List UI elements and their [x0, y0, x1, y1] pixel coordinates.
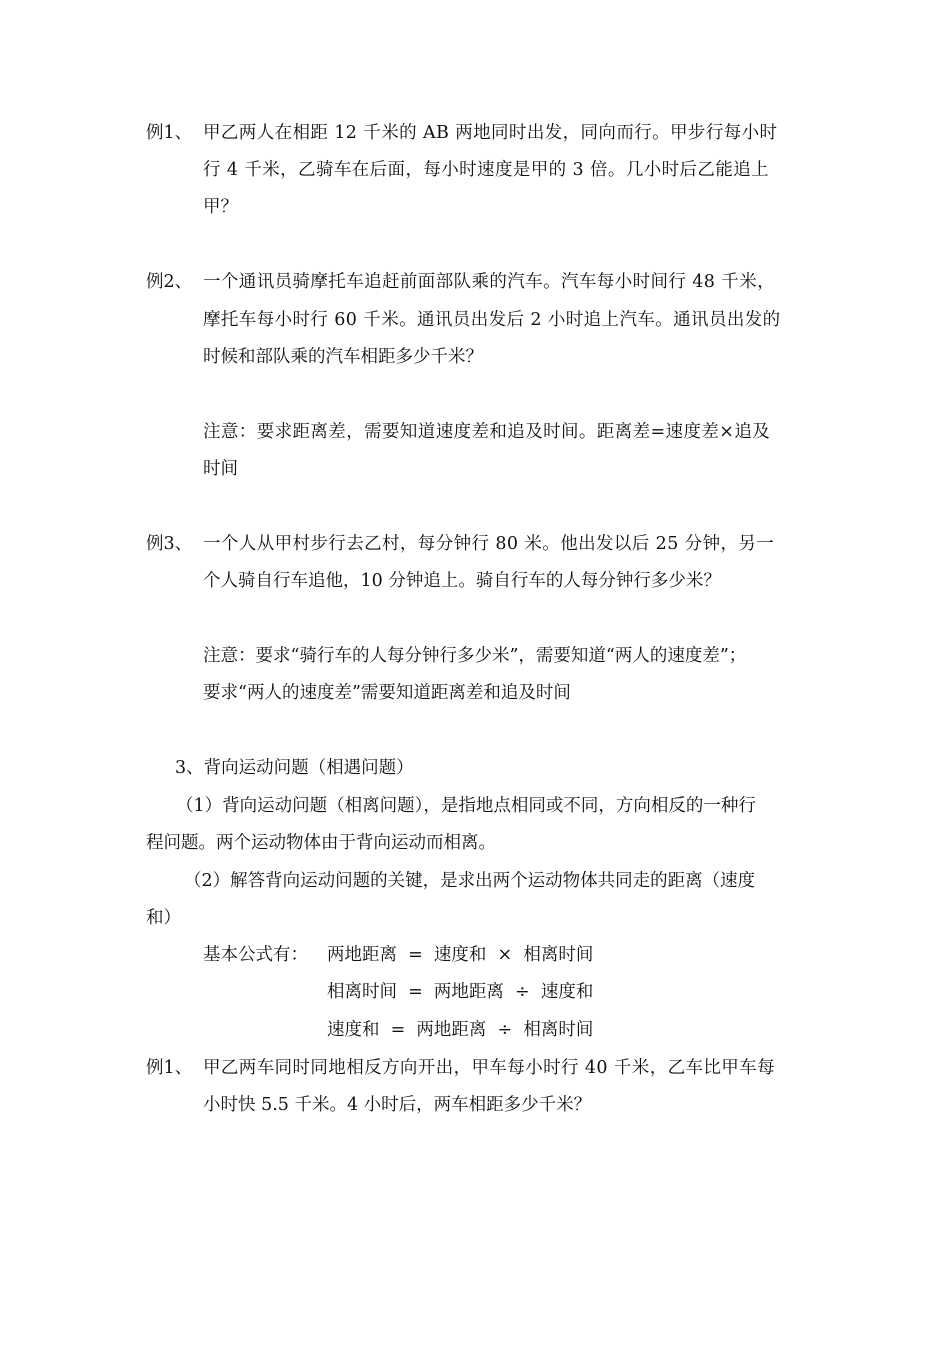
- example-2-note-line-1: 注意：要求距离差，需要知道速度差和追及时间。距离差=速度差×追及: [203, 422, 771, 442]
- example-3-note-line-1: 注意：要求“骑行车的人每分钟行多少米”，需要知道“两人的速度差”；: [203, 646, 747, 666]
- formula-2: 相离时间 = 两地距离 ÷ 速度和: [327, 982, 594, 1002]
- example-1-text-line-2: 行 4 千米，乙骑车在后面，每小时速度是甲的 3 倍。几小时后乙能追上: [203, 160, 770, 180]
- section-3-paragraph-2-line-2: 和）: [146, 908, 181, 928]
- example-2-note-line-2: 时间: [203, 459, 238, 479]
- example-3-text-line-1: 一个人从甲村步行去乙村，每分钟行 80 米。他出发以后 25 分钟，另一: [203, 534, 775, 554]
- formula-1: 两地距离 = 速度和 × 相离时间: [327, 945, 594, 965]
- example-4-text-line-1: 甲乙两车同时同地相反方向开出，甲车每小时行 40 千米，乙车比甲车每: [203, 1058, 775, 1078]
- example-4-label: 例1、: [146, 1058, 193, 1078]
- example-4-text-line-2: 小时快 5.5 千米。4 小时后，两车相距多少千米？: [203, 1095, 592, 1115]
- example-2-text-line-2: 摩托车每小时行 60 千米。通讯员出发后 2 小时追上汽车。通讯员出发的: [203, 310, 781, 330]
- example-1-label: 例1、: [146, 123, 193, 143]
- example-2-text-line-1: 一个通讯员骑摩托车追赶前面部队乘的汽车。汽车每小时间行 48 千米，: [203, 272, 775, 292]
- example-2-text-line-3: 时候和部队乘的汽车相距多少千米？: [203, 347, 483, 367]
- example-3-label: 例3、: [146, 534, 193, 554]
- section-3-heading: 3、背向运动问题（相遇问题）: [175, 758, 414, 778]
- section-3-paragraph-1-line-2: 程问题。两个运动物体由于背向运动而相离。: [146, 833, 496, 853]
- section-3-paragraph-1-line-1: （1）背向运动问题（相离问题），是指地点相同或不同，方向相反的一种行: [176, 796, 756, 816]
- formula-label: 基本公式有：: [203, 945, 308, 965]
- section-3-paragraph-2-line-1: （2）解答背向运动问题的关键，是求出两个运动物体共同走的距离（速度: [184, 871, 756, 891]
- example-1-text-line-1: 甲乙两人在相距 12 千米的 AB 两地同时出发，同向而行。甲步行每小时: [203, 123, 778, 143]
- example-3-note-line-2: 要求“两人的速度差”需要知道距离差和追及时间: [203, 683, 571, 703]
- example-2-label: 例2、: [146, 272, 193, 292]
- formula-3: 速度和 = 两地距离 ÷ 相离时间: [327, 1020, 594, 1040]
- example-1-text-line-3: 甲？: [203, 197, 238, 217]
- example-3-text-line-2: 个人骑自行车追他，10 分钟追上。骑自行车的人每分钟行多少米？: [203, 571, 721, 591]
